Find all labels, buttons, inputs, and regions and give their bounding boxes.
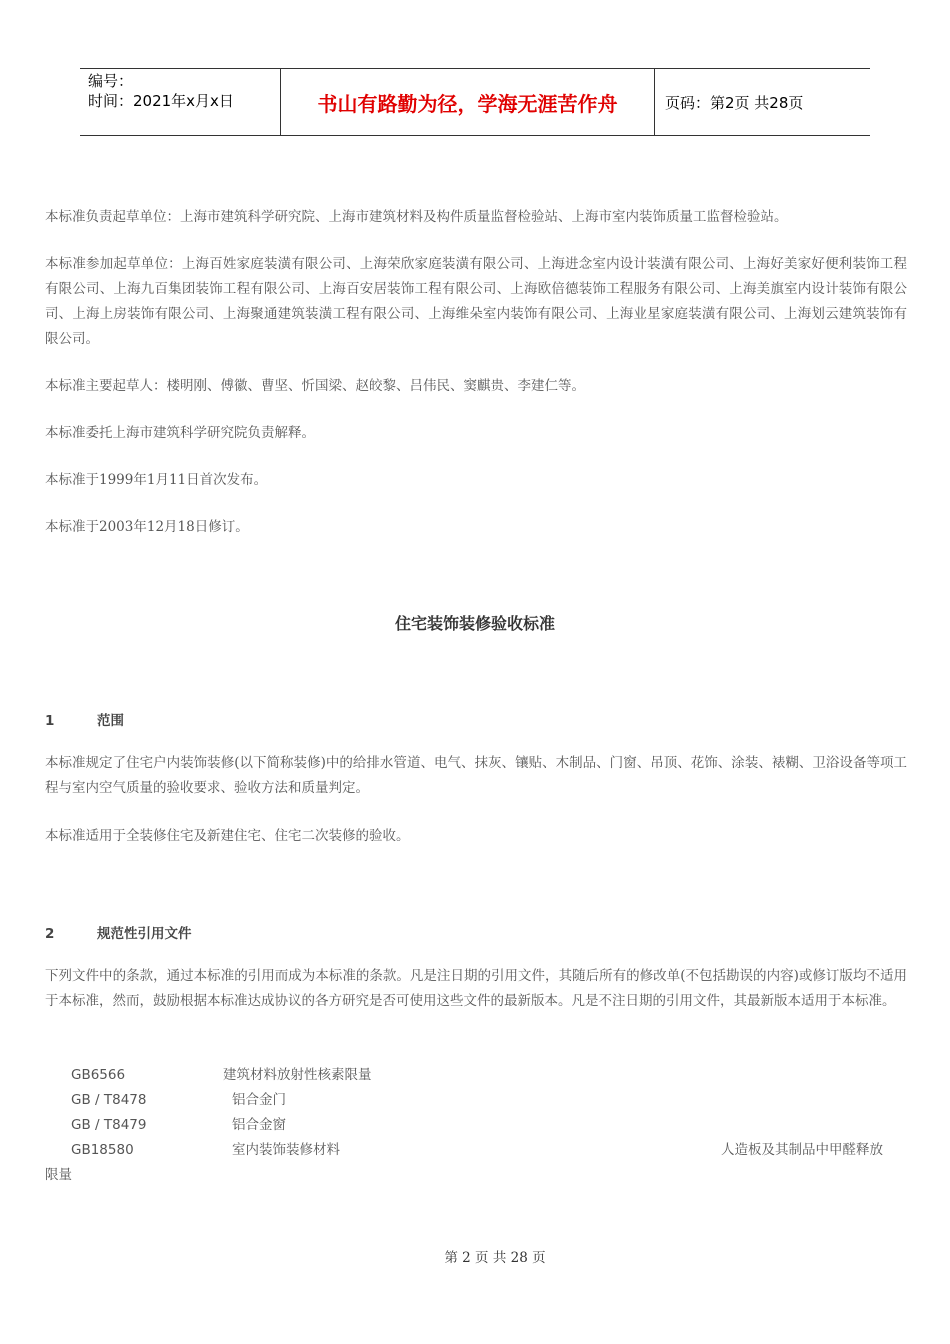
reference-name: 室内装饰装修材料 xyxy=(232,1142,340,1158)
section-title: 范围 xyxy=(97,713,124,729)
header-motto: 书山有路勤为径，学海无涯苦作舟 xyxy=(281,69,655,135)
document-time-label: 时间：2021年x月x日 xyxy=(88,92,234,110)
first-release-paragraph: 本标准于1999年1月11日首次发布。 xyxy=(45,472,268,488)
reference-item xyxy=(71,1115,286,1135)
reference-item xyxy=(71,1140,893,1160)
section-title: 规范性引用文件 xyxy=(97,926,192,942)
reference-code: GB / T8478 xyxy=(71,1092,147,1108)
reference-code: GB6566 xyxy=(71,1067,126,1083)
header-meta xyxy=(80,69,281,135)
document-title: 住宅装饰装修验收标准 xyxy=(394,614,555,633)
drafters-paragraph: 本标准主要起草人：楼明刚、傅徽、曹坚、忻国梁、赵皎黎、吕伟民、窦麒贵、李建仁等。 xyxy=(45,378,585,394)
revision-paragraph: 本标准于2003年12月18日修订。 xyxy=(45,519,249,535)
reference-name: 铝合金门 xyxy=(232,1092,286,1108)
section-number: 2 xyxy=(45,926,55,942)
reference-code: GB18580 xyxy=(71,1142,134,1158)
reference-item xyxy=(71,1090,286,1110)
reference-name-continued: 人造板及其制品中甲醛释放 xyxy=(721,1142,883,1158)
reference-name: 建筑材料放射性核素限量 xyxy=(223,1067,372,1083)
reference-item xyxy=(71,1065,372,1085)
reference-name-tail: 限量 xyxy=(45,1167,72,1183)
interpretation-paragraph: 本标准委托上海市建筑科学研究院负责解释。 xyxy=(45,425,315,441)
references-intro-paragraph: 下列文件中的条款，通过本标准的引用而成为本标准的条款。凡是注日期的引用文件，其随后所有的修改单(不包括勘误的内容)或修订版均不适用于本标准，然而，鼓励根据本标准达成协议的各方研究是否可使用这些文件的最新版本。凡是不注日期的引用文件，其最新版本适用于本标准。 xyxy=(45,968,907,1009)
reference-code: GB / T8479 xyxy=(71,1117,147,1133)
applicability-paragraph: 本标准适用于全装修住宅及新建住宅、住宅二次装修的验收。 xyxy=(45,828,410,844)
page-header xyxy=(80,68,870,136)
document-number-label: 编号： xyxy=(88,72,134,90)
section-2-heading xyxy=(45,922,192,942)
scope-paragraph: 本标准规定了住宅户内装饰装修(以下简称装修)中的给排水管道、电气、抹灰、镶贴、木制品、门窗、吊顶、花饰、涂装、裱糊、卫浴设备等项工程与室内空气质量的验收要求、验收方法和质量判定。 xyxy=(45,755,907,796)
page-footer: 第 2 页 共 28 页 xyxy=(444,1250,546,1266)
reference-name: 铝合金窗 xyxy=(232,1117,286,1133)
section-1-heading xyxy=(45,709,124,729)
section-number: 1 xyxy=(45,713,55,729)
header-page-info: 页码：第2页 共28页 xyxy=(665,93,804,112)
participating-units-paragraph: 本标准参加起草单位：上海百姓家庭装潢有限公司、上海荣欣家庭装潢有限公司、上海进念室内设计装潢有限公司、上海好美家好便利装饰工程有限公司、上海九百集团装饰工程有限公司、上海百安居装饰工程有限公司、上海欧倍德装饰工程服务有限公司、上海美旗室内设计装饰有限公司、上海上房装饰有限公司、上海聚通建筑装潢工程有限公司、上海维朵室内装饰有限公司、上海业星家庭装潢有限公司、上海划云建筑装饰有限公司。 xyxy=(45,256,907,347)
drafting-units-paragraph: 本标准负责起草单位：上海市建筑科学研究院、上海市建筑材料及构件质量监督检验站、上海市室内装饰质量工监督检验站。 xyxy=(45,209,788,225)
